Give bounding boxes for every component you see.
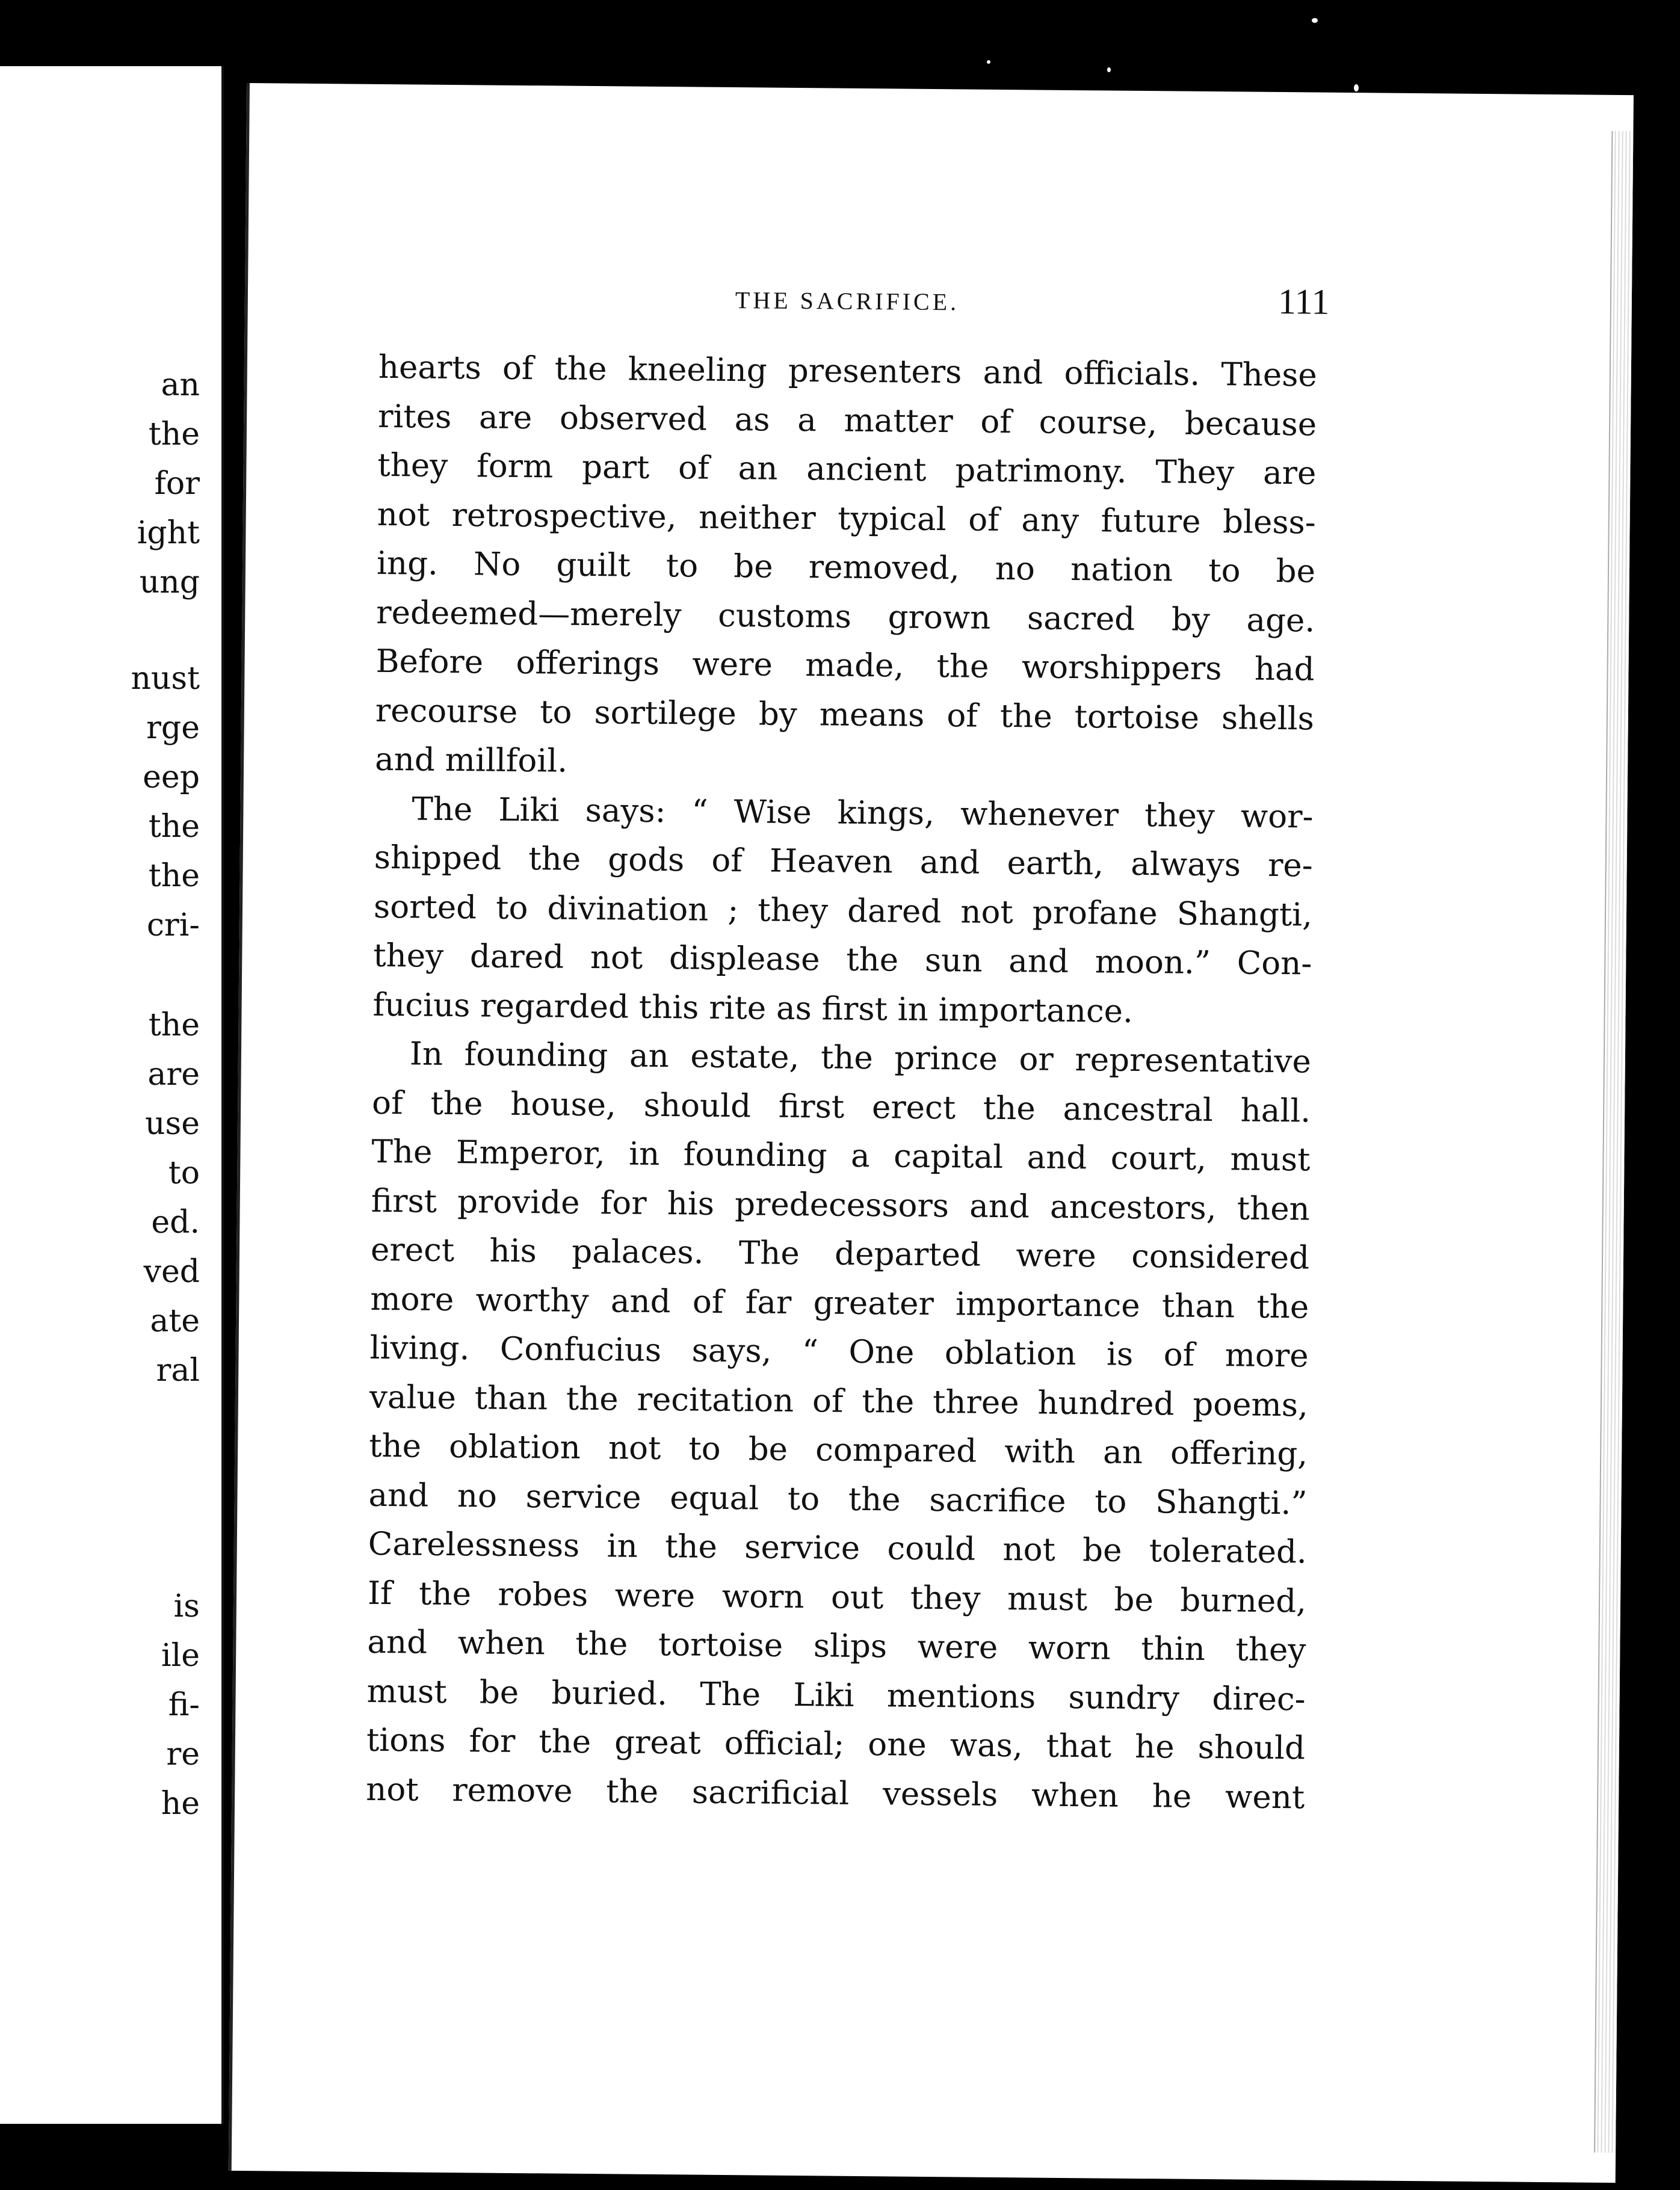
body-text [366,343,1317,1822]
text-line: In founding an estate, the prince or representative [409,1035,1312,1081]
left-page-fragment: rge [146,710,200,746]
text-line: ing. No guilt to be removed, no nation to be [376,544,1316,590]
scan-speck [1312,18,1318,23]
text-line: sorted to divination ; they dared not profane Shangti, [373,888,1313,934]
text-line: more worthy and of far greater importance than the [370,1280,1309,1325]
left-page-fragment: to [168,1155,200,1191]
left-page-fragment: the [148,809,200,845]
left-page-fragment: fi- [168,1687,200,1723]
text-line: redeemed—merely customs grown sacred by age. [376,594,1315,640]
text-line: rites are observed as a matter of course, because [377,398,1317,443]
running-head: THE SACRIFICE. [735,286,960,316]
left-page-fragment: nust [131,661,200,697]
text-line: The Liki says: “ Wise kings, whenever they wor- [412,790,1314,836]
text-line: not remove the sacrificial vessels when he went [365,1771,1305,1816]
left-page-fragment: is [173,1588,200,1624]
left-page-fragment: are [147,1056,200,1093]
left-page-fragment: ed. [151,1204,200,1241]
text-line: The Emperor, in founding a capital and court, must [371,1133,1311,1179]
text-line: If the robes were worn out they must be burned, [367,1575,1307,1620]
left-page-fragment: ral [156,1353,200,1389]
scan-speck [1107,67,1111,72]
right-page [229,83,1634,2183]
text-line: and millfoil. [374,741,568,780]
text-line: Before offerings were made, the worshippers had [375,643,1315,688]
text-line: of the house, should first erect the ancestral hall. [371,1084,1311,1129]
scan-speck [1354,84,1359,91]
text-line: must be buried. The Liki mentions sundry direc- [366,1673,1306,1718]
left-page-fragment: he [161,1786,200,1822]
page-edge [1594,131,1633,2153]
text-line: shipped the gods of Heaven and earth, always re- [374,839,1313,884]
left-page-fragment: for [154,466,200,502]
scan-speck [987,60,990,64]
left-page-fragment: cri- [146,907,200,943]
left-page-fragment: ved [143,1254,200,1290]
text-line: Carelessness in the service could not be tolerated. [368,1525,1308,1571]
page-number: 111 [1277,281,1330,322]
text-line: and no service equal to the sacrifice to Shangti.” [368,1476,1308,1522]
left-page-fragment: re [166,1736,200,1772]
text-line: erect his palaces. The departed were considered [370,1231,1310,1277]
text-line: they form part of an ancient patrimony. They are [377,446,1317,492]
left-page [0,66,224,2124]
left-page-fragment: ung [139,564,200,600]
left-page-fragment: the [148,416,200,452]
left-page-fragment: ight [137,515,200,551]
text-line: value than the recitation of the three hundred poems, [369,1378,1309,1424]
text-line: the oblation not to be compared with an offering, [368,1427,1308,1473]
left-page-fragment: eep [143,759,200,795]
left-page-fragment: use [145,1106,200,1142]
text-line: living. Confucius says, “ One oblation is of more [369,1329,1309,1375]
text-line: first provide for his predecessors and ancestors, then [371,1182,1311,1227]
left-page-fragment: ate [150,1303,200,1339]
text-line: not retrospective, neither typical of any future bless- [377,496,1316,541]
text-line: tions for the great official; one was, that he should [366,1721,1306,1767]
left-page-fragment: the [148,858,200,894]
text-line: recourse to sortilege by means of the tortoise shells [375,692,1315,738]
left-page-fragment: an [161,367,200,403]
text-line: hearts of the kneeling presenters and officials. These [378,348,1318,394]
text-line: they dared not displease the sun and moon.” Con- [373,937,1312,982]
text-line: and when the tortoise slips were worn thin they [367,1623,1306,1669]
left-page-fragment: the [148,1007,200,1043]
text-line: fucius regarded this rite as first in importance. [372,986,1134,1030]
left-page-fragment: ile [161,1638,200,1674]
